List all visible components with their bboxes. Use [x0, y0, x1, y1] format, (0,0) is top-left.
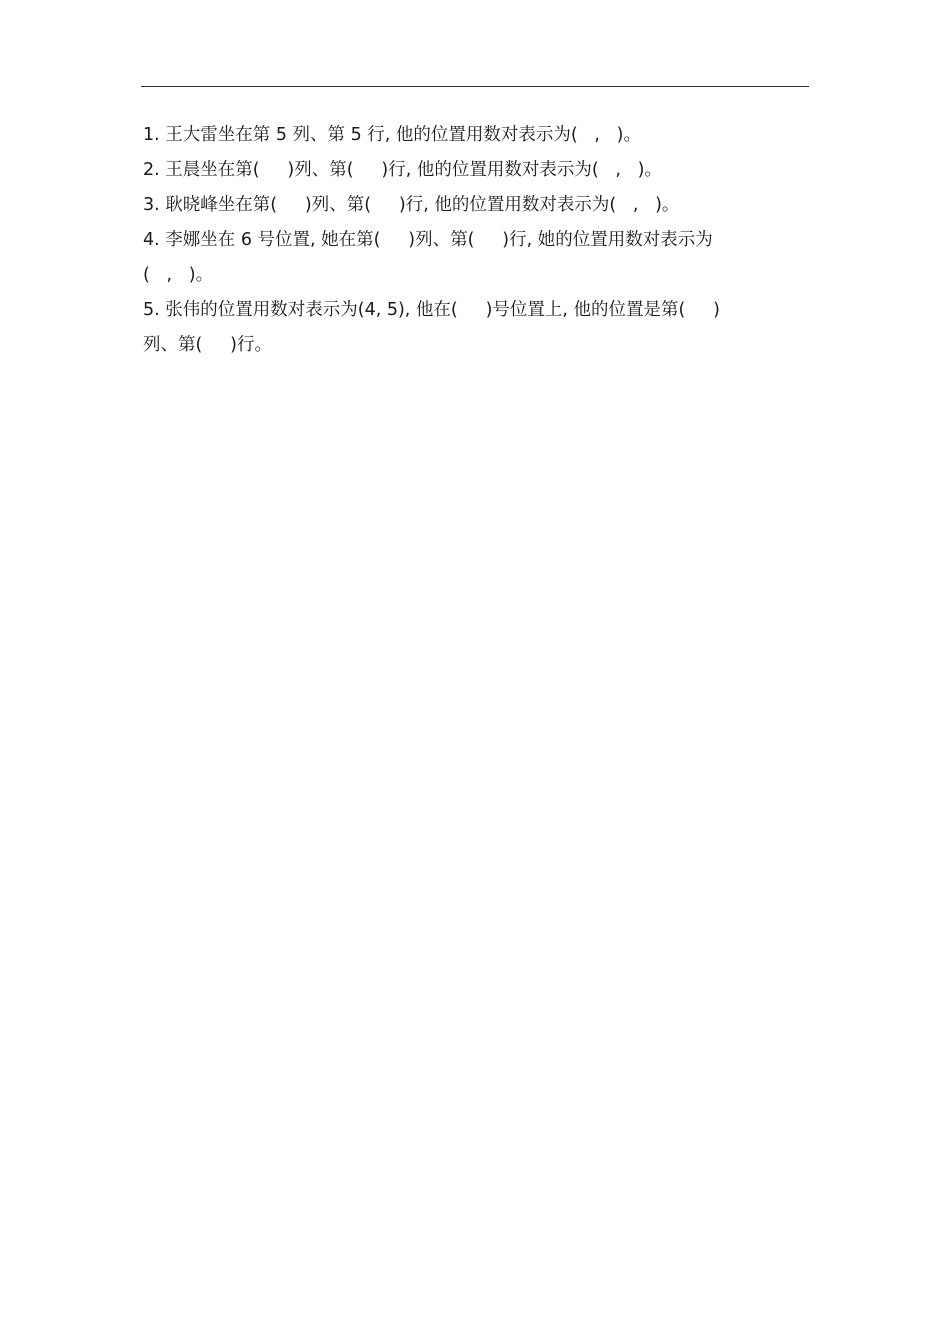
question-5 [143, 296, 793, 366]
question-list [143, 121, 793, 366]
question-5-line-2: 列、第( )行。 [143, 335, 272, 355]
question-4-line-2: ( , )。 [143, 265, 214, 285]
question-4-line-1: 4. 李娜坐在 6 号位置, 她在第( )列、第( )行, 她的位置用数对表示为 [143, 230, 713, 250]
question-1 [143, 121, 793, 156]
question-2 [143, 156, 793, 191]
header-rule [141, 86, 809, 87]
question-1-line-1: 1. 王大雷坐在第 5 列、第 5 行, 他的位置用数对表示为( , )。 [143, 125, 641, 145]
question-5-line-1: 5. 张伟的位置用数对表示为(4, 5), 他在( )号位置上, 他的位置是第( ) [143, 300, 720, 320]
question-3-line-1: 3. 耿晓峰坐在第( )列、第( )行, 他的位置用数对表示为( , )。 [143, 195, 680, 215]
question-4 [143, 226, 793, 296]
question-3 [143, 191, 793, 226]
question-2-line-1: 2. 王晨坐在第( )列、第( )行, 他的位置用数对表示为( , )。 [143, 160, 662, 180]
